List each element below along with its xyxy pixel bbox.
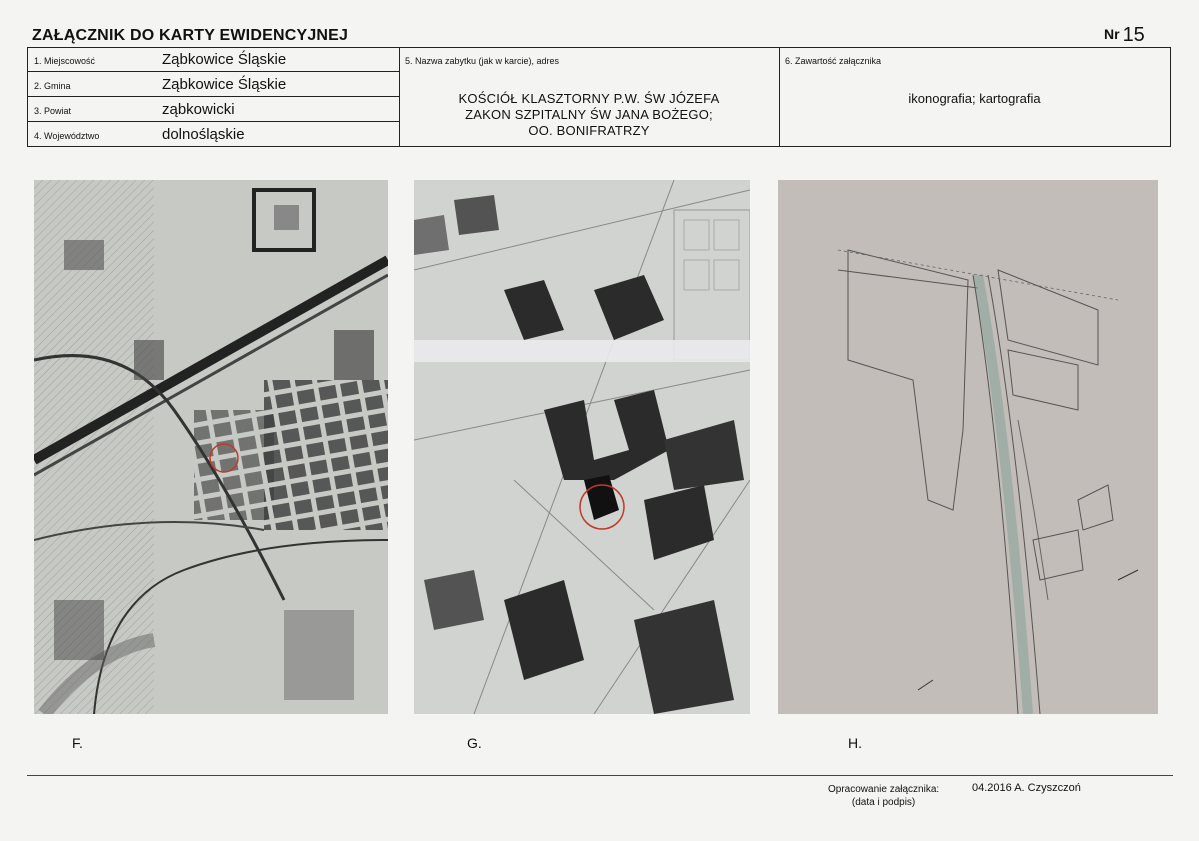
field-value: Ząbkowice Śląskie	[162, 51, 287, 68]
monument-name-line: ZAKON SZPITALNY ŚW JANA BOŻEGO;	[465, 107, 713, 122]
field-label: 3. Powiat	[34, 106, 72, 116]
footer-signature: 04.2016 A. Czyszczoń	[972, 782, 1081, 794]
caption-h: H.	[848, 735, 862, 751]
field-label: 6. Zawartość załącznika	[785, 56, 882, 66]
location-fields	[28, 48, 400, 146]
footer-label-line: Opracowanie załącznika:	[828, 784, 940, 795]
field-label: 2. Gmina	[34, 81, 71, 91]
map-image-f	[34, 180, 388, 714]
document-number	[1104, 24, 1145, 47]
field-value: ząbkowicki	[162, 101, 235, 118]
field-nazwa-zabytku	[399, 48, 780, 146]
caption-g: G.	[467, 735, 482, 751]
field-label: 4. Województwo	[34, 131, 100, 141]
plan-image-h	[778, 180, 1158, 714]
field-wojewodztwo	[28, 123, 399, 147]
document-title: ZAŁĄCZNIK DO KARTY EWIDENCYJNEJ	[32, 27, 349, 44]
caption-f: F.	[72, 735, 83, 751]
monument-name-line: KOŚCIÓŁ KLASZTORNY P.W. ŚW JÓZEFA	[458, 91, 720, 106]
field-label: 5. Nazwa zabytku (jak w karcie), adres	[405, 56, 560, 66]
field-powiat	[28, 98, 399, 122]
nr-label: Nr	[1104, 26, 1120, 42]
field-value: dolnośląskie	[162, 126, 245, 143]
map-image-g	[414, 180, 750, 714]
footer-label-line: (data i podpis)	[851, 797, 916, 808]
footer-label	[828, 783, 939, 809]
field-value: ikonografia; kartografia	[908, 91, 1041, 106]
field-gmina	[28, 73, 399, 97]
header-table	[27, 47, 1171, 147]
monument-name-line: OO. BONIFRATRZY	[528, 123, 650, 138]
field-value: Ząbkowice Śląskie	[162, 76, 287, 93]
field-miejscowosc	[28, 48, 399, 72]
footer-divider	[27, 775, 1173, 776]
field-label: 1. Miejscowość	[34, 56, 96, 66]
monument-name	[399, 91, 779, 139]
nr-value: 15	[1122, 24, 1145, 46]
field-zawartosc	[779, 48, 1170, 146]
